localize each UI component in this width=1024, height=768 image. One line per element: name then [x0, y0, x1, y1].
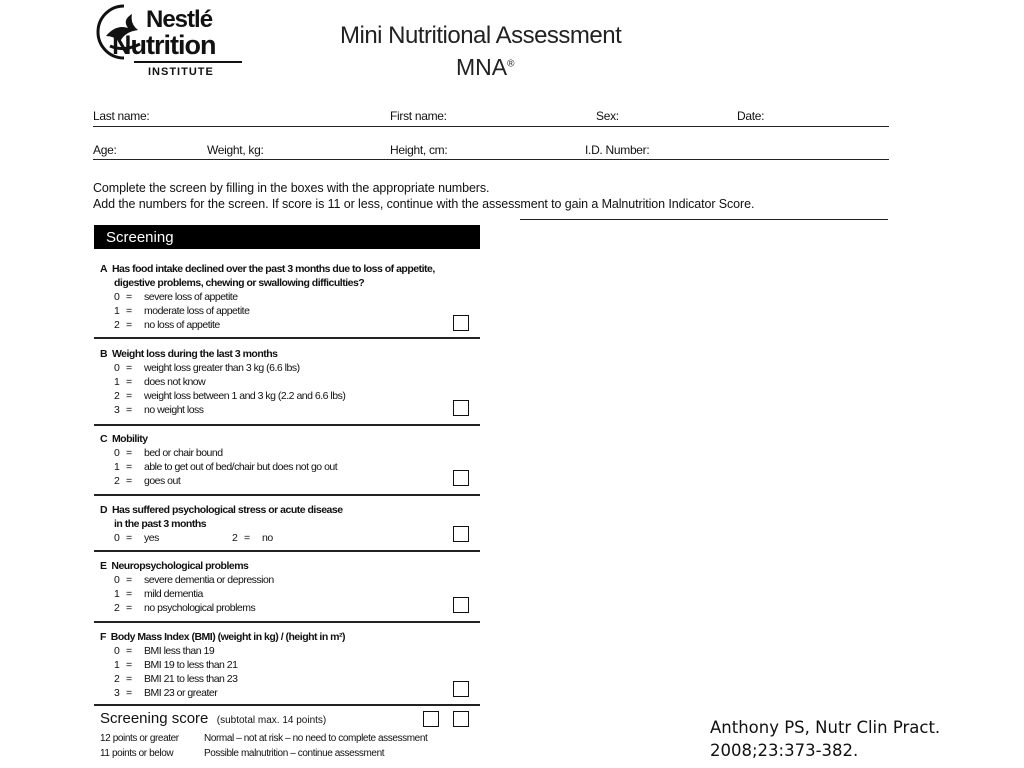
option: 0 = yes 2 = no: [114, 532, 273, 544]
score-box-c[interactable]: [453, 470, 469, 486]
option: 1 = moderate loss of appetite: [114, 305, 250, 317]
question-divider: [94, 550, 480, 552]
option: 1 = BMI 19 to less than 21: [114, 659, 238, 671]
option: 0 = bed or chair bound: [114, 447, 223, 459]
sex-label: Sex:: [596, 109, 619, 123]
nestle-nutrition-logo: [94, 2, 254, 82]
registered-mark: ®: [507, 58, 515, 70]
instruction-line: Add the numbers for the screen. If score is 11 or less, continue with the assessment to gain a Malnutrition Indicator Score.: [93, 197, 755, 211]
question-divider: [94, 424, 480, 426]
first-name-label: First name:: [390, 109, 447, 123]
option: 1 = mild dementia: [114, 588, 203, 600]
form-title: Mini Nutritional Assessment: [340, 22, 622, 49]
question-divider: [94, 494, 480, 496]
option: 1 = does not know: [114, 376, 206, 388]
score-box-b[interactable]: [453, 400, 469, 416]
question-text: B Weight loss during the last 3 months: [100, 348, 278, 360]
option: 2 = BMI 21 to less than 23: [114, 673, 238, 685]
instruction-line: Complete the screen by filling in the boxes with the appropriate numbers.: [93, 181, 490, 195]
option: 2 = no loss of appetite: [114, 319, 220, 331]
form-subtitle: MNA®: [456, 54, 515, 80]
question-e: [100, 559, 274, 615]
citation-line: Anthony PS, Nutr Clin Pract.: [710, 718, 941, 737]
question-divider: [94, 337, 480, 339]
option: 3 = BMI 23 or greater: [114, 687, 218, 699]
logo-divider: [134, 61, 242, 63]
logo-word-nutrition: Nutrition: [112, 30, 216, 60]
question-text: digestive problems, chewing or swallowing difficulties?: [114, 277, 365, 289]
question-a: [100, 262, 435, 332]
age-label: Age:: [93, 143, 117, 157]
option: 0 = weight loss greater than 3 kg (6.6 lbs): [114, 362, 300, 374]
option: 2 = no psychological problems: [114, 602, 256, 614]
last-name-label: Last name:: [93, 109, 150, 123]
citation: [710, 716, 940, 762]
option: 0 = BMI less than 19: [114, 645, 215, 657]
question-d: [100, 503, 343, 545]
question-b: [100, 347, 345, 417]
question-text: C Mobility: [100, 433, 148, 445]
option: 1 = able to get out of bed/chair but does not go out: [114, 461, 338, 473]
score-box-e[interactable]: [453, 597, 469, 613]
question-text: D Has suffered psychological stress or acute disease: [100, 504, 343, 516]
option: 3 = no weight loss: [114, 404, 204, 416]
question-divider: [94, 704, 480, 706]
screening-score-subtitle: (subtotal max. 14 points): [216, 715, 327, 726]
score-box-f[interactable]: [453, 681, 469, 697]
header-divider: [93, 126, 889, 127]
question-text: F Body Mass Index (BMI) (weight in kg) / (height in m²): [100, 631, 346, 643]
question-f: [100, 630, 345, 700]
height-label: Height, cm:: [390, 143, 448, 157]
screening-score-box-tens[interactable]: [423, 711, 439, 727]
citation-line: 2008;23:373-382.: [710, 741, 859, 760]
score-box-a[interactable]: [453, 315, 469, 331]
option: 0 = severe dementia or depression: [114, 574, 274, 586]
weight-label: Weight, kg:: [207, 143, 264, 157]
logo-word-institute: INSTITUTE: [148, 66, 214, 78]
screening-score-box-units[interactable]: [453, 711, 469, 727]
option: 2 = weight loss between 1 and 3 kg (2.2 and 6.6 lbs): [114, 390, 346, 402]
date-label: Date:: [737, 109, 765, 123]
question-divider: [94, 621, 480, 623]
header-divider: [93, 159, 889, 160]
question-c: [100, 432, 337, 488]
score-box-d[interactable]: [453, 526, 469, 542]
id-number-label: I.D. Number:: [585, 143, 650, 157]
instruction-underline: [520, 219, 888, 220]
section-title: Screening: [106, 229, 174, 246]
score-interpretation-row: 11 points or below Possible malnutrition – continue assessment: [100, 748, 385, 759]
option: 2 = goes out: [114, 475, 181, 487]
score-interpretation-row: 12 points or greater Normal – not at risk – no need to complete assessment: [100, 733, 428, 744]
question-text: in the past 3 months: [114, 518, 207, 530]
option: 0 = severe loss of appetite: [114, 291, 238, 303]
logo-word-nestle: Nestlé: [146, 6, 213, 33]
question-text: E Neuropsychological problems: [100, 560, 249, 572]
screening-section-header: [94, 225, 480, 249]
question-text: A Has food intake declined over the past 3 months due to loss of appetite,: [100, 263, 435, 275]
screening-score-title: Screening score (subtotal max. 14 points): [100, 710, 327, 727]
